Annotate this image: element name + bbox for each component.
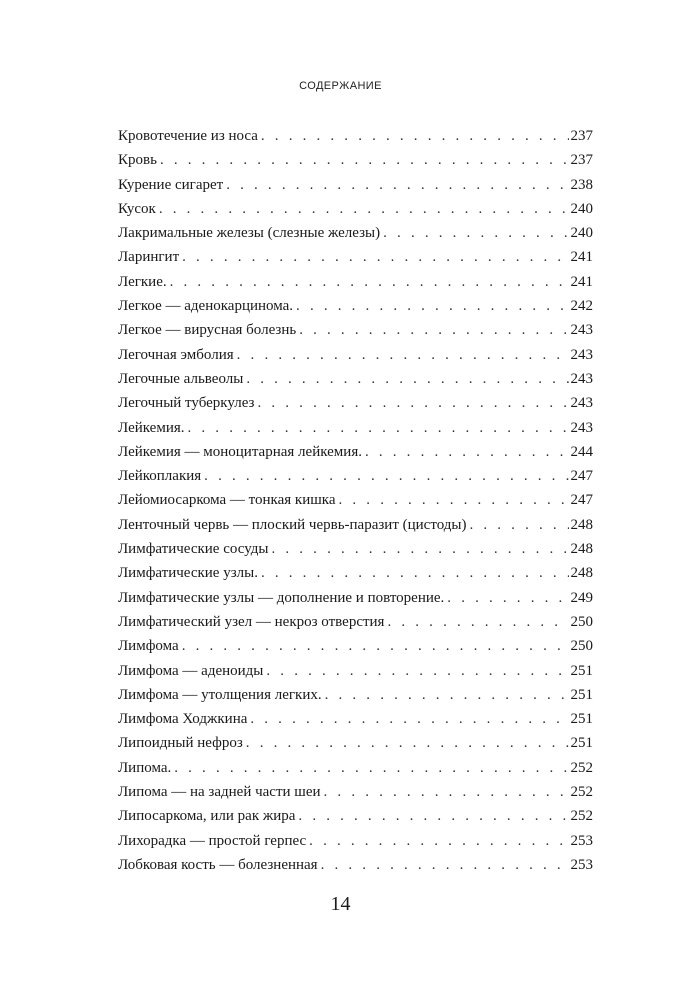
- dot-leader: [324, 780, 569, 804]
- toc-entry: [118, 707, 593, 731]
- toc-entry-page: 250: [570, 638, 593, 655]
- toc-entry-title: Лейкемия.: [118, 419, 185, 436]
- dot-leader: [261, 124, 569, 148]
- dot-leader: [226, 173, 568, 197]
- toc-entry: [118, 561, 593, 585]
- toc-entry: [118, 804, 593, 828]
- dot-leader: [321, 853, 569, 877]
- dot-leader: [174, 756, 568, 780]
- toc-entry-page: 250: [570, 613, 593, 630]
- toc-entry-title: Лейкемия — моноцитарная лейкемия.: [118, 443, 362, 460]
- toc-entry-title: Лимфома: [118, 638, 179, 655]
- toc-entry: [118, 221, 593, 245]
- toc-entry-page: 243: [570, 419, 593, 436]
- toc-entry-page: 247: [570, 492, 593, 509]
- toc-entry-title: Легкие.: [118, 273, 167, 290]
- toc-entry-page: 242: [570, 298, 593, 315]
- toc-entry-page: 243: [570, 370, 593, 387]
- dot-leader: [188, 416, 569, 440]
- dot-leader: [159, 197, 569, 221]
- toc-entry-page: 240: [570, 200, 593, 217]
- toc-entry-page: 252: [570, 759, 593, 776]
- dot-leader: [261, 561, 569, 585]
- toc-entry-page: 251: [570, 711, 593, 728]
- toc-entry: [118, 124, 593, 148]
- dot-leader: [339, 488, 569, 512]
- toc-entry: [118, 537, 593, 561]
- dot-leader: [271, 537, 568, 561]
- dot-leader: [204, 464, 568, 488]
- toc-entry: [118, 853, 593, 877]
- dot-leader: [160, 148, 569, 172]
- toc-entry: [118, 634, 593, 658]
- toc-entry: [118, 659, 593, 683]
- toc-entry: [118, 173, 593, 197]
- toc-entry-title: Лимфома Ходжкина: [118, 711, 248, 728]
- toc-entry-title: Лимфатические сосуды: [118, 541, 269, 558]
- toc-entry-title: Липоидный нефроз: [118, 735, 243, 752]
- toc-entry-title: Липома — на задней части шеи: [118, 784, 321, 801]
- toc-entry: [118, 343, 593, 367]
- toc-entry-title: Легкое — аденокарцинома.: [118, 298, 294, 315]
- toc-entry-page: 248: [570, 516, 593, 533]
- toc-entry-title: Лимфома — утолщения легких.: [118, 686, 322, 703]
- toc-entry: [118, 197, 593, 221]
- toc-entry: [118, 610, 593, 634]
- toc-entry: [118, 440, 593, 464]
- dot-leader: [447, 586, 568, 610]
- toc-entry-page: 251: [570, 662, 593, 679]
- toc-entry-page: 243: [570, 395, 593, 412]
- toc-entry-title: Лихорадка — простой герпес: [118, 832, 307, 849]
- toc-entry: [118, 488, 593, 512]
- dot-leader: [299, 318, 568, 342]
- toc-entry-title: Легкое — вирусная болезнь: [118, 322, 297, 339]
- toc-entry: [118, 829, 593, 853]
- toc-entry-title: Курение сигарет: [118, 176, 224, 193]
- dot-leader: [257, 391, 568, 415]
- dot-leader: [182, 245, 568, 269]
- toc-entry-page: 252: [570, 784, 593, 801]
- toc-entry-page: 253: [570, 832, 593, 849]
- dot-leader: [309, 829, 568, 853]
- toc-entry: [118, 513, 593, 537]
- toc-entry-title: Лакримальные железы (слезные железы): [118, 225, 381, 242]
- toc-entry: [118, 756, 593, 780]
- toc-entry: [118, 318, 593, 342]
- toc-entry-title: Лейкоплакия: [118, 468, 202, 485]
- toc-entry-page: 251: [570, 686, 593, 703]
- toc-entry-page: 251: [570, 735, 593, 752]
- toc-entry-page: 243: [570, 322, 593, 339]
- dot-leader: [387, 610, 568, 634]
- dot-leader: [296, 294, 568, 318]
- dot-leader: [325, 683, 569, 707]
- dot-leader: [469, 513, 568, 537]
- dot-leader: [237, 343, 569, 367]
- toc-entry: [118, 586, 593, 610]
- toc-entry-title: Лобковая кость — болезненная: [118, 856, 318, 873]
- toc-entry-title: Лимфома — аденоиды: [118, 662, 264, 679]
- running-header: СОДЕРЖАНИЕ: [299, 80, 382, 92]
- toc-entry-title: Кровь: [118, 152, 157, 169]
- toc-entry: [118, 464, 593, 488]
- toc-entry-title: Лейомиосаркома — тонкая кишка: [118, 492, 336, 509]
- toc-entry: [118, 683, 593, 707]
- dot-leader: [182, 634, 569, 658]
- toc-entry-page: 241: [570, 249, 593, 266]
- dot-leader: [365, 440, 569, 464]
- toc-entry-title: Легочный туберкулез: [118, 395, 255, 412]
- toc-entry-title: Легочные альвеолы: [118, 370, 244, 387]
- toc-entry: [118, 148, 593, 172]
- toc-entry-title: Ларингит: [118, 249, 180, 266]
- toc-entry: [118, 367, 593, 391]
- toc-entry-title: Лимфатический узел — некроз отверстия: [118, 613, 385, 630]
- toc-entry-page: 249: [570, 589, 593, 606]
- toc-entry-page: 247: [570, 468, 593, 485]
- dot-leader: [298, 804, 568, 828]
- toc-entry-page: 248: [570, 565, 593, 582]
- dot-leader: [246, 367, 568, 391]
- toc-entry-page: 243: [570, 346, 593, 363]
- toc-entry-title: Липома.: [118, 759, 172, 776]
- table-of-contents: [118, 124, 593, 877]
- toc-entry-title: Лимфатические узлы.: [118, 565, 258, 582]
- toc-entry-title: Кусок: [118, 200, 156, 217]
- toc-entry: [118, 391, 593, 415]
- dot-leader: [266, 659, 568, 683]
- toc-entry-page: 238: [570, 176, 593, 193]
- toc-entry-page: 240: [570, 225, 593, 242]
- toc-entry-title: Ленточный червь — плоский червь-паразит (цистоды): [118, 516, 467, 533]
- dot-leader: [246, 731, 569, 755]
- toc-entry-page: 252: [570, 808, 593, 825]
- toc-entry-page: 248: [570, 541, 593, 558]
- toc-entry: [118, 294, 593, 318]
- toc-entry-title: Липосаркома, или рак жира: [118, 808, 296, 825]
- toc-entry: [118, 780, 593, 804]
- toc-entry-page: 237: [570, 128, 593, 144]
- toc-entry: [118, 270, 593, 294]
- toc-entry: [118, 245, 593, 269]
- toc-entry-page: 253: [570, 856, 593, 873]
- toc-entry-page: 237: [570, 152, 593, 169]
- dot-leader: [170, 270, 569, 294]
- dot-leader: [383, 221, 568, 245]
- toc-entry-title: Кровотечение из носа: [118, 128, 258, 144]
- toc-entry-page: 244: [570, 443, 593, 460]
- toc-entry: [118, 731, 593, 755]
- toc-entry-page: 241: [570, 273, 593, 290]
- dot-leader: [250, 707, 568, 731]
- toc-entry: [118, 416, 593, 440]
- toc-entry-title: Лимфатические узлы — дополнение и повторение.: [118, 589, 445, 606]
- toc-entry-title: Легочная эмболия: [118, 346, 234, 363]
- page-number: 14: [330, 893, 351, 915]
